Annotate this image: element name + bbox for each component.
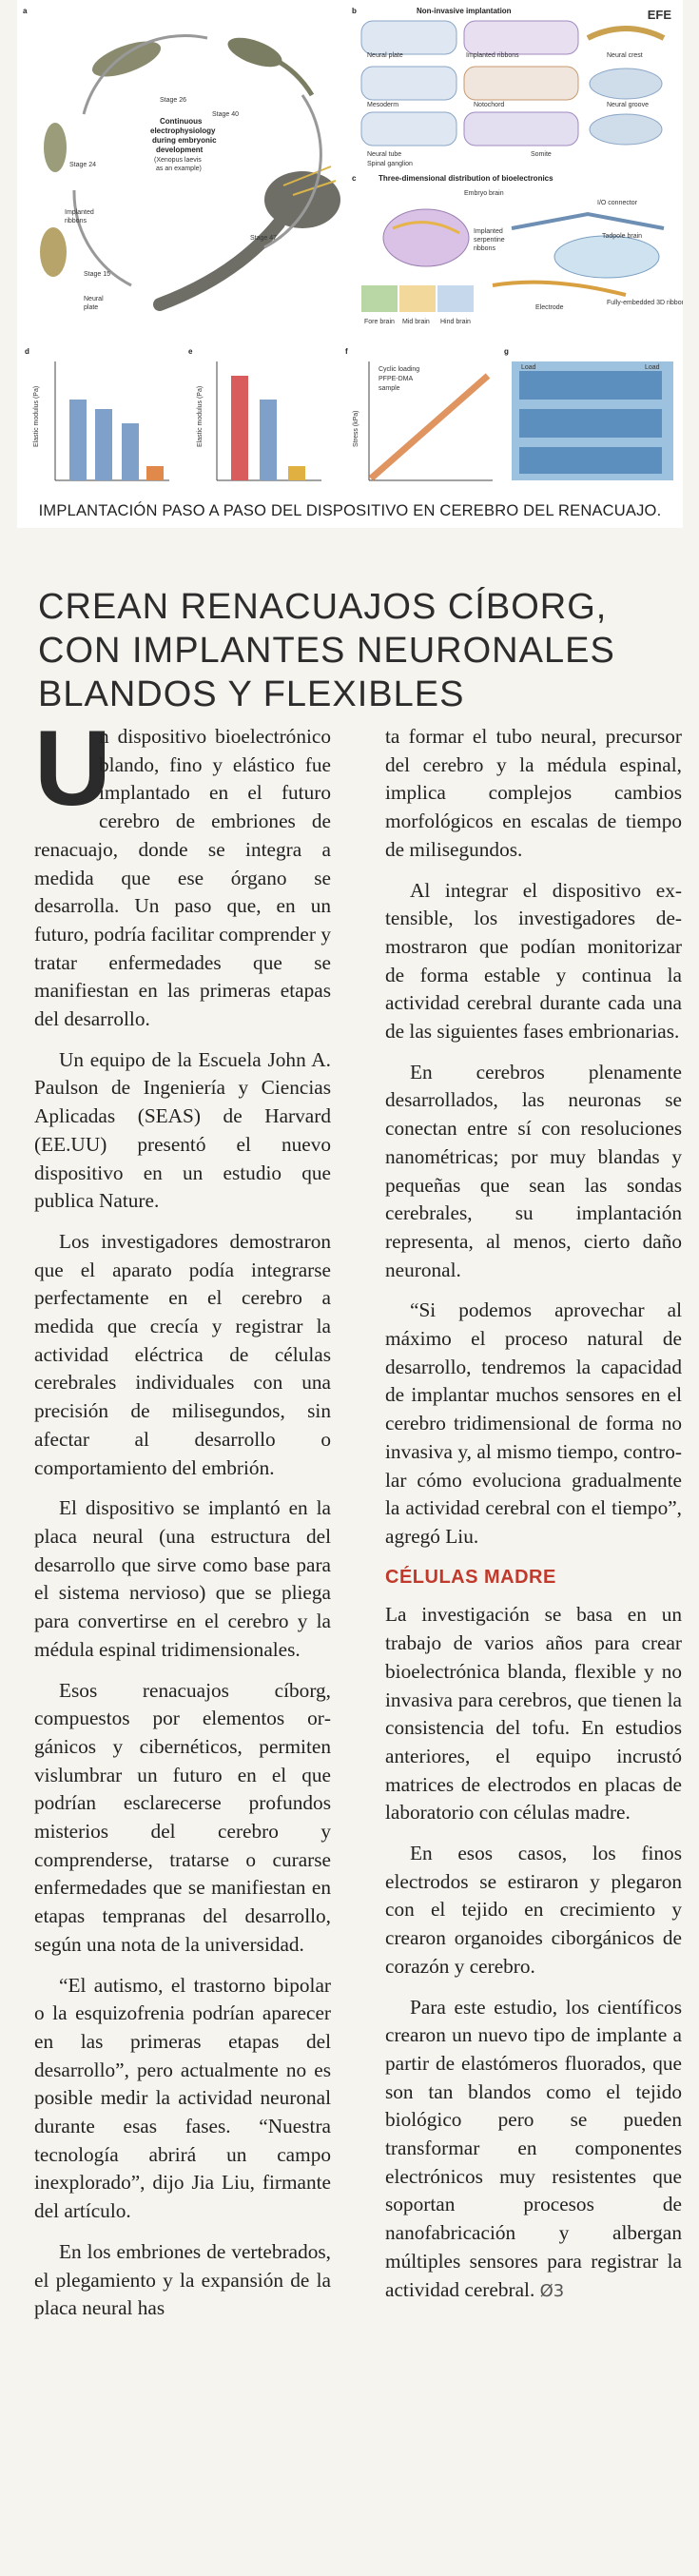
- svg-text:PFPE-DMA: PFPE-DMA: [379, 376, 414, 382]
- svg-text:f: f: [345, 347, 348, 356]
- svg-text:Fore brain: Fore brain: [364, 319, 395, 325]
- svg-text:Cyclic loading: Cyclic loading: [379, 366, 420, 373]
- panel-d: [25, 347, 169, 480]
- article-column-right: [385, 723, 682, 2317]
- svg-text:Stage 24: Stage 24: [69, 162, 97, 168]
- svg-text:plate: plate: [84, 304, 99, 311]
- paragraph: U n dispositivo bioelectrónico blando, fino y elástico fue implantado en el futuro cerebro de embriones de renacuajo, donde se integra a medida que ese órgano se desarrolla. Un paso que, en un futuro, podría facilitar comprender y tratar enfermedades que se manifiestan en las primeras etapas del desarrollo.: [34, 709, 331, 1031]
- svg-text:Fully-embedded 3D ribbons: Fully-embedded 3D ribbons: [607, 300, 683, 306]
- svg-text:(Xenopus laevis: (Xenopus laevis: [154, 157, 202, 164]
- headline: CREAN RENACUAJOS CÍBORG, CON IMPLANTES NEURONALES BLANDOS Y FLEXIBLES: [38, 587, 615, 715]
- svg-text:development: development: [156, 146, 204, 154]
- embryo-stage-15: [40, 227, 67, 277]
- paragraph: Los investigadores demostraron que el aparato podía integrarse perfectamente en el cerebro a medida que crecía y registrar la actividad eléctrica de células cerebrales individuales con una precisión de milisegundos, sin afectar al desarrollo o comportamiento del embrión.: [34, 1229, 331, 1479]
- svg-text:during embryonic: during embryonic: [152, 136, 217, 145]
- photo-credit: EFE: [647, 8, 671, 22]
- svg-text:ribbons: ribbons: [474, 245, 495, 252]
- svg-text:Continuous: Continuous: [160, 117, 203, 126]
- svg-text:Non-invasive implantation: Non-invasive implantation: [417, 7, 512, 15]
- svg-text:Stress (kPa): Stress (kPa): [353, 410, 359, 447]
- panel-a: [23, 7, 340, 311]
- panel-e: [188, 347, 321, 480]
- svg-text:Electrode: Electrode: [535, 304, 564, 311]
- svg-text:Stage 26: Stage 26: [160, 97, 187, 104]
- svg-text:Somite: Somite: [531, 151, 552, 158]
- paragraph: “El autismo, el trastorno bipolar o la esquizofrenia podrían aparecer en las primeras etapas del desarrollo”, pero actualmente no es posible medir la actividad neuronal durante esas fases. “Nuestra tecnología abrirá un campo inexplorado”, dijo Jia Liu, firmante del artículo.: [34, 1973, 331, 2223]
- svg-text:g: g: [504, 347, 509, 356]
- svg-text:Stage 40: Stage 40: [212, 111, 240, 118]
- paragraph: En cerebros plenamente desarrollados, las neuronas se conectan entre sí con resoluciones nanométricas; por muy blandas y pequeñas que sean las sondas cerebrales, su implantación representa, al menos, cierto daño neuronal.: [385, 1060, 682, 1281]
- svg-text:Stage 47: Stage 47: [250, 235, 278, 242]
- svg-text:Load: Load: [521, 364, 536, 371]
- svg-text:Mid brain: Mid brain: [402, 319, 430, 325]
- paragraph: La investigación se basa en un trabajo de varios años para crear bioelectrónica blanda, flexible y no invasiva para cerebros, que tienen la consistencia del tofu. En estudios anteriores, el equipo incrustó matrices de electrodos en placas de laboratorio con células madre.: [385, 1603, 682, 1825]
- svg-text:Elastic modulus (Pa): Elastic modulus (Pa): [197, 385, 204, 447]
- paragraph: El dispositivo se implantó en la placa neural (una estructura del desarrollo que sirve como base para el sistema nervioso) que se pliega para convertirse en el cerebro y la médula espinal tridimensionales.: [34, 1496, 331, 1661]
- svg-text:Hind brain: Hind brain: [440, 319, 471, 325]
- embryo-stage-24: [44, 123, 67, 172]
- svg-text:Elastic modulus (Pa): Elastic modulus (Pa): [33, 385, 40, 447]
- svg-text:Tadpole brain: Tadpole brain: [602, 233, 643, 240]
- paragraph: Esos renacuajos cíborg, compuestos por elementos orgánicos y cibernéticos, permiten vislumbrar un futuro en el que podrían esclarecerse profundos misterios del cerebro y comprenderse, tratarse o curarse enfermedades que se manifiestan en etapas tempranas del desarrollo, según una nota de la universidad.: [34, 1678, 331, 1956]
- paragraph: En esos casos, los finos electrodos se estiraron y plegaron con el tejido en crecimiento y crearon organoides ciborgánicos de corazón y cerebro.: [385, 1842, 682, 1978]
- svg-text:Spinal ganglion: Spinal ganglion: [367, 161, 413, 167]
- paragraph: “Si podemos aprovechar al máximo el proceso natural de desarrollo, tendremos la capacidad de implantar muchos sensores en el cerebro tridimensional de forma no invasiva y, al mismo tiempo, controlar cómo evoluciona gradualmente la actividad cerebral con el tiempo”, agregó Liu.: [385, 1298, 682, 1548]
- svg-text:Neural: Neural: [84, 296, 104, 302]
- paragraph: Al integrar el dispositivo extensible, los investigadores demostraron que podían monitorizar de forma estable y continua la actividad cerebral durante cada una de las siguientes fases embrionarias.: [385, 878, 682, 1044]
- svg-text:Neural crest: Neural crest: [607, 52, 643, 59]
- figure-caption: IMPLANTACIÓN PASO A PASO DEL DISPOSITIVO EN CEREBRO DEL RENACUAJO.: [17, 498, 683, 528]
- embryo-stage-40: [224, 31, 286, 72]
- paragraph: ta formar el tubo neural, precursor del cerebro y la médula espinal, implica complejos cambios morfológicos en escalas de tiempo de milisegundos.: [385, 725, 682, 861]
- svg-text:Neural groove: Neural groove: [607, 102, 649, 108]
- section-subhead: CÉLULAS MADRE: [385, 1566, 556, 1588]
- paragraph: En los embriones de vertebrados, el plegamiento y la expansión de la placa neural has: [34, 2239, 331, 2320]
- svg-text:Three-dimensional distribution: Three-dimensional distribution of bioelectronics: [379, 174, 553, 183]
- svg-text:ribbons: ribbons: [65, 218, 87, 224]
- svg-text:Implanted: Implanted: [474, 228, 503, 235]
- svg-text:c: c: [352, 174, 357, 183]
- drop-cap: U: [34, 709, 111, 828]
- panel-f: [345, 347, 493, 480]
- scientific-figure: [17, 0, 683, 523]
- svg-text:Mesoderm: Mesoderm: [367, 102, 399, 108]
- panel-a-letter: a: [23, 7, 28, 15]
- article-column-left: [34, 709, 331, 2335]
- panel-c: [352, 174, 683, 325]
- paragraph: Un equipo de la Escuela John A. Paulson de Ingeniería y Ciencias Aplicadas (SEAS) de Harvard (EE.UU) presentó el nuevo dispositivo en un estudio que publica Nature.: [34, 1047, 331, 1213]
- panel-b: [352, 7, 664, 167]
- svg-text:Neural tube: Neural tube: [367, 151, 402, 158]
- svg-text:I/O connector: I/O connector: [597, 200, 638, 206]
- end-mark: Ø3: [539, 2280, 565, 2301]
- svg-text:Neural plate: Neural plate: [367, 52, 403, 59]
- svg-text:Embryo brain: Embryo brain: [464, 190, 504, 197]
- svg-text:Stage 15: Stage 15: [84, 271, 111, 278]
- svg-text:Implanted: Implanted: [65, 209, 94, 216]
- svg-text:Implanted ribbons: Implanted ribbons: [466, 52, 519, 59]
- svg-text:as an example): as an example): [156, 166, 202, 172]
- svg-text:d: d: [25, 347, 29, 356]
- svg-text:Load: Load: [645, 364, 660, 371]
- svg-text:e: e: [188, 347, 193, 356]
- svg-text:sample: sample: [379, 385, 400, 392]
- panel-g: [504, 347, 673, 480]
- svg-text:b: b: [352, 7, 357, 15]
- svg-text:serpentine: serpentine: [474, 237, 505, 244]
- figure-illustration: [17, 0, 683, 504]
- svg-text:electrophysiology: electrophysiology: [150, 127, 216, 135]
- svg-text:Notochord: Notochord: [474, 102, 505, 108]
- paragraph: Para este estudio, los científicos crearon un nuevo tipo de implante a partir de elastómeros fluorados, que son tan blandos como el tejido biológico pero se pueden transformar en componentes electrónicos muy resistentes que soportan procesos de nanofabricación y albergan múltiples sensores para registrar la actividad cerebral. Ø3: [385, 1995, 682, 2301]
